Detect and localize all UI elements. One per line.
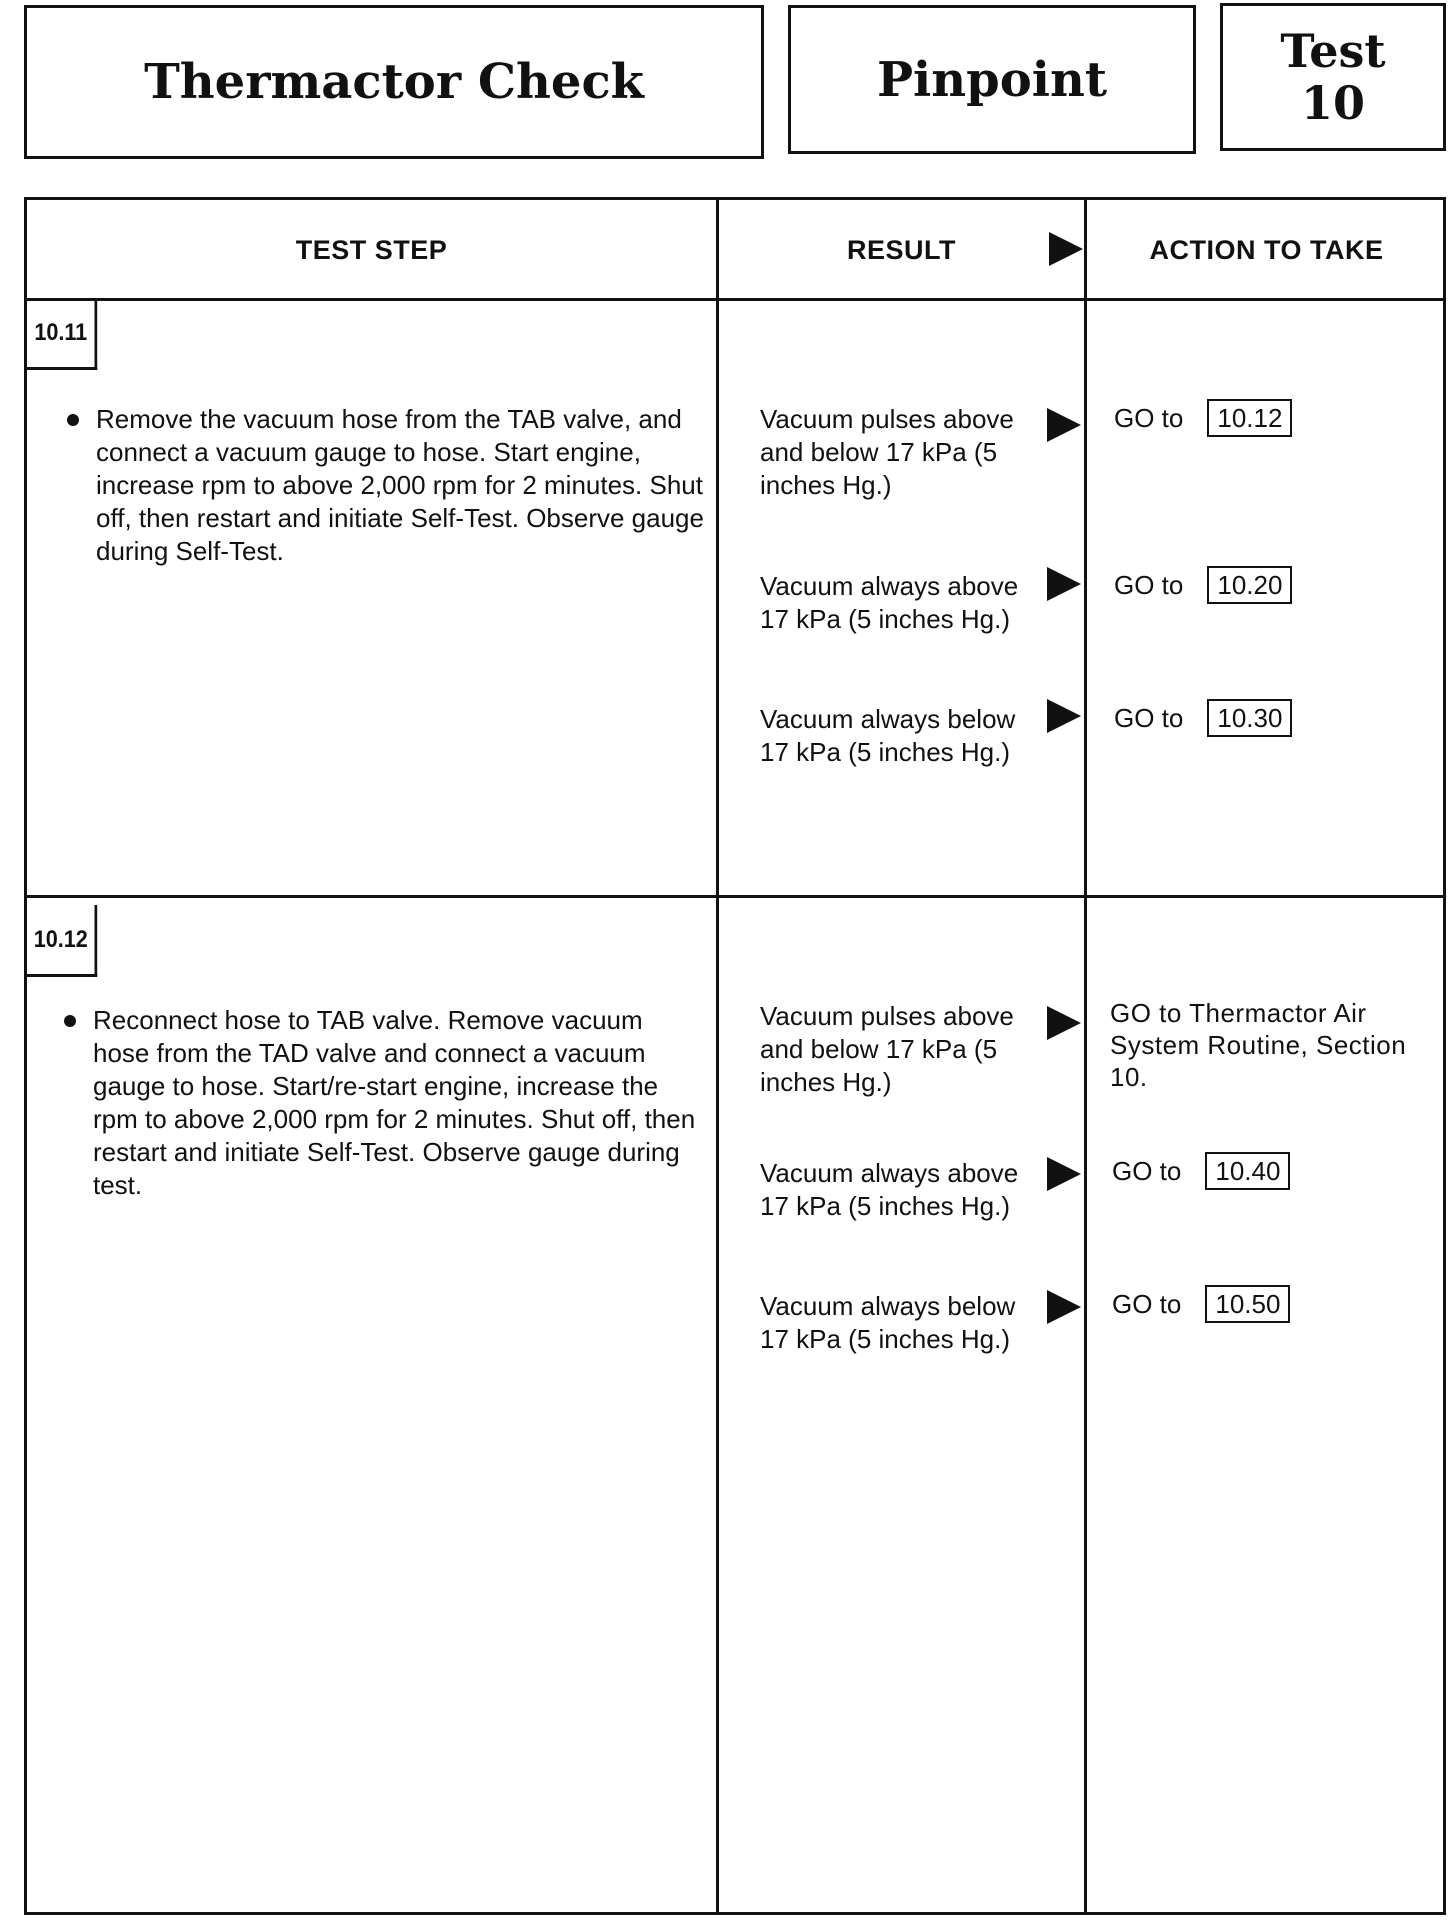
result-text: Vacuum always above 17 kPa (5 inches Hg.) bbox=[760, 1158, 1019, 1221]
header-arrow-icon bbox=[1049, 232, 1083, 266]
action-go-to bbox=[1112, 1285, 1290, 1323]
result-text: Vacuum always below 17 kPa (5 inches Hg.) bbox=[760, 704, 1016, 767]
go-to-label: GO to bbox=[1114, 570, 1184, 600]
step-reference-link[interactable]: 10.50 bbox=[1205, 1285, 1290, 1323]
column-divider bbox=[716, 200, 719, 1912]
column-header-action: ACTION TO TAKE bbox=[1149, 234, 1384, 265]
step-reference-link[interactable]: 10.30 bbox=[1207, 699, 1292, 737]
step-instructions: Reconnect hose to TAB valve. Remove vacuum hose from the TAD valve and connect a vacuum gauge to hose. Start/re-start engine, increase the rpm to above 2,000 rpm for 2 minutes. Shut off, then restart and initiate Self-Test. Observe gauge during test. bbox=[93, 1005, 696, 1200]
go-to-label: GO to bbox=[1112, 1289, 1182, 1319]
test-number: 10 bbox=[1300, 76, 1365, 130]
result-arrow-icon bbox=[1047, 567, 1081, 601]
result-text: Vacuum always above 17 kPa (5 inches Hg.) bbox=[760, 571, 1019, 634]
go-to-label: GO to bbox=[1114, 703, 1184, 733]
step-instructions: Remove the vacuum hose from the TAB valve, and connect a vacuum gauge to hose. Start engine, increase rpm to above 2,000 rpm for 2 minutes. Shut off, then restart and initiate Self-Test. Observe gauge during Self-Test. bbox=[96, 404, 704, 566]
bullet-icon bbox=[64, 1015, 76, 1027]
result-arrow-icon bbox=[1047, 699, 1081, 733]
result-arrow-icon bbox=[1047, 408, 1081, 442]
step-reference-link[interactable]: 10.40 bbox=[1205, 1152, 1290, 1190]
page-title: Thermactor Check bbox=[144, 54, 644, 110]
test-type-label: Pinpoint bbox=[876, 51, 1108, 108]
action-go-to bbox=[1114, 699, 1292, 737]
action-routine-text: GO to Thermactor Air System Routine, Section 10. bbox=[1110, 998, 1407, 1092]
test-label: Test bbox=[1280, 24, 1386, 78]
result-text: Vacuum pulses above and below 17 kPa (5 inches Hg.) bbox=[760, 1001, 1014, 1097]
page-title-box bbox=[24, 5, 764, 159]
column-header-test-step: TEST STEP bbox=[295, 234, 448, 265]
column-header-result: RESULT bbox=[847, 234, 956, 265]
step-number: 10.12 bbox=[27, 905, 97, 977]
action-go-to bbox=[1112, 1152, 1290, 1190]
action-go-to bbox=[1114, 566, 1292, 604]
test-number-box bbox=[1220, 3, 1446, 151]
go-to-label: GO to bbox=[1112, 1156, 1182, 1186]
column-divider bbox=[1084, 200, 1087, 1912]
test-type-box bbox=[788, 5, 1196, 154]
row-divider bbox=[27, 895, 1443, 898]
step-number: 10.11 bbox=[27, 298, 97, 370]
step-reference-link[interactable]: 10.12 bbox=[1207, 399, 1292, 437]
result-text: Vacuum pulses above and below 17 kPa (5 inches Hg.) bbox=[760, 404, 1014, 500]
go-to-label: GO to bbox=[1114, 403, 1184, 433]
result-arrow-icon bbox=[1047, 1290, 1081, 1324]
result-arrow-icon bbox=[1047, 1006, 1081, 1040]
result-arrow-icon bbox=[1047, 1157, 1081, 1191]
result-text: Vacuum always below 17 kPa (5 inches Hg.) bbox=[760, 1291, 1016, 1354]
action-go-to bbox=[1114, 399, 1292, 437]
step-reference-link[interactable]: 10.20 bbox=[1207, 566, 1292, 604]
bullet-icon bbox=[67, 414, 79, 426]
